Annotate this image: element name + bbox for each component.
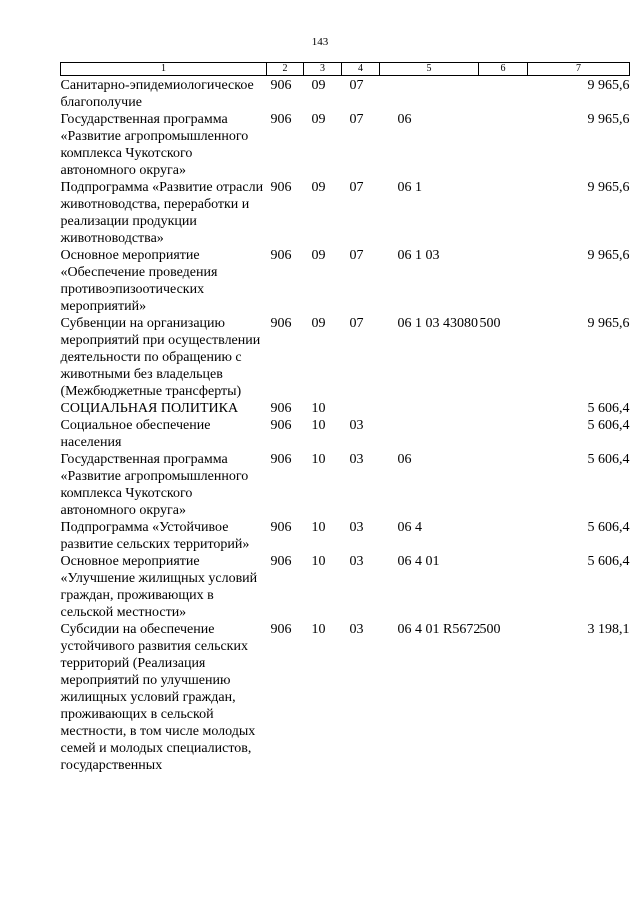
subsection-code-cell: 07 [349,248,364,263]
ministry-code-cell: 906 [270,520,292,535]
amount-cell: 5 606,4 [587,401,630,416]
target-article-cell: 06 4 [397,520,422,535]
ministry-code-cell: 906 [270,452,292,467]
table-row [61,417,630,451]
expense-type-cell [479,179,528,247]
amount-cell: 9 965,6 [587,78,630,93]
column-header: 7 [528,63,630,76]
table-row [61,621,630,774]
section-code-cell: 10 [311,418,326,433]
ministry-code-cell: 906 [270,248,292,263]
amount-cell: 3 198,1 [587,622,630,637]
column-header: 6 [479,63,528,76]
amount-cell: 9 965,6 [587,180,630,195]
target-article-cell [380,400,479,417]
table-row [61,76,630,112]
table-row [61,315,630,400]
table-header [61,63,630,76]
ministry-code-cell: 906 [270,180,292,195]
subsection-code-cell: 03 [349,418,364,433]
row-name-cell: Социальное обеспечение населения [60,418,211,450]
amount-cell: 5 606,4 [587,554,630,569]
target-article-cell: 06 1 03 [397,248,440,263]
target-article-cell: 06 1 03 43080 [397,316,478,331]
target-article-cell [380,417,479,451]
ministry-code-cell: 906 [270,554,292,569]
section-code-cell: 09 [311,112,326,127]
row-name-cell: СОЦИАЛЬНАЯ ПОЛИТИКА [60,401,239,416]
expense-type-cell [479,553,528,621]
row-name-cell: Основное мероприятие «Обеспечение проведения противоэпизоотических мероприятий» [60,248,218,314]
expense-type-cell [479,247,528,315]
row-name-cell: Подпрограмма «Развитие отрасли животноводства, переработки и реализации продукции животноводства» [60,180,264,246]
subsection-code-cell: 07 [349,112,364,127]
section-code-cell: 09 [311,248,326,263]
amount-cell: 5 606,4 [587,520,630,535]
expense-type-cell [479,76,528,112]
ministry-code-cell: 906 [270,316,292,331]
target-article-cell [380,76,479,112]
target-article-cell: 06 4 01 R5672 [397,622,481,637]
ministry-code-cell: 906 [270,401,292,416]
section-code-cell: 10 [311,452,326,467]
row-name-cell: Государственная программа «Развитие агропромышленного комплекса Чукотского автономного округа» [60,112,249,178]
table-row [61,553,630,621]
table-row [61,247,630,315]
ministry-code-cell: 906 [270,78,292,93]
amount-cell: 5 606,4 [587,418,630,433]
expense-type-cell [479,400,528,417]
subsection-code-cell: 03 [349,622,364,637]
target-article-cell: 06 [397,452,412,467]
table-row [61,111,630,179]
ministry-code-cell: 906 [270,622,292,637]
column-header: 2 [267,63,304,76]
ministry-code-cell: 906 [270,112,292,127]
table-body [61,76,630,775]
section-code-cell: 09 [311,180,326,195]
subsection-code-cell: 07 [349,180,364,195]
page-number: 143 [311,36,329,48]
expense-type-cell [479,451,528,519]
target-article-cell: 06 1 [397,180,422,195]
section-code-cell: 10 [311,520,326,535]
row-name-cell: Субсидии на обеспечение устойчивого развития сельских территорий (Реализация мероприятий по улучшению жилищных условий граждан, проживающих в сельской местности, в том числе молодых семей и молодых специалистов, государственных [60,622,256,773]
target-article-cell: 06 4 01 [397,554,440,569]
amount-cell: 9 965,6 [587,316,630,331]
budget-table [60,62,630,774]
subsection-code-cell: 07 [349,78,364,93]
row-name-cell: Санитарно-эпидемиологическое благополучие [60,78,254,110]
target-article-cell: 06 [397,112,412,127]
row-name-cell: Государственная программа «Развитие агропромышленного комплекса Чукотского автономного округа» [60,452,249,518]
amount-cell: 5 606,4 [587,452,630,467]
expense-type-cell [479,111,528,179]
section-code-cell: 10 [311,622,326,637]
subsection-code-cell: 03 [349,452,364,467]
section-code-cell: 10 [311,554,326,569]
amount-cell: 9 965,6 [587,248,630,263]
column-header: 1 [61,63,267,76]
expense-type-cell: 500 [479,316,501,331]
section-code-cell: 09 [311,316,326,331]
subsection-code-cell: 03 [349,520,364,535]
table-row [61,519,630,553]
table-row [61,400,630,417]
amount-cell: 9 965,6 [587,112,630,127]
row-name-cell: Субвенции на организацию мероприятий при осуществлении деятельности по обращению с животными без владельцев (Межбюджетные трансферты) [60,316,261,399]
table-row [61,179,630,247]
column-header: 4 [342,63,380,76]
ministry-code-cell: 906 [270,418,292,433]
row-name-cell: Подпрограмма «Устойчивое развитие сельских территорий» [60,520,250,552]
expense-type-cell [479,519,528,553]
section-code-cell: 09 [311,78,326,93]
subsection-code-cell: 07 [349,316,364,331]
table-row [61,451,630,519]
subsection-code-cell [342,400,380,417]
column-header: 3 [304,63,342,76]
subsection-code-cell: 03 [349,554,364,569]
row-name-cell: Основное мероприятие «Улучшение жилищных условий граждан, проживающих в сельской местности» [60,554,258,620]
expense-type-cell: 500 [479,622,501,637]
column-header: 5 [380,63,479,76]
expense-type-cell [479,417,528,451]
section-code-cell: 10 [311,401,326,416]
